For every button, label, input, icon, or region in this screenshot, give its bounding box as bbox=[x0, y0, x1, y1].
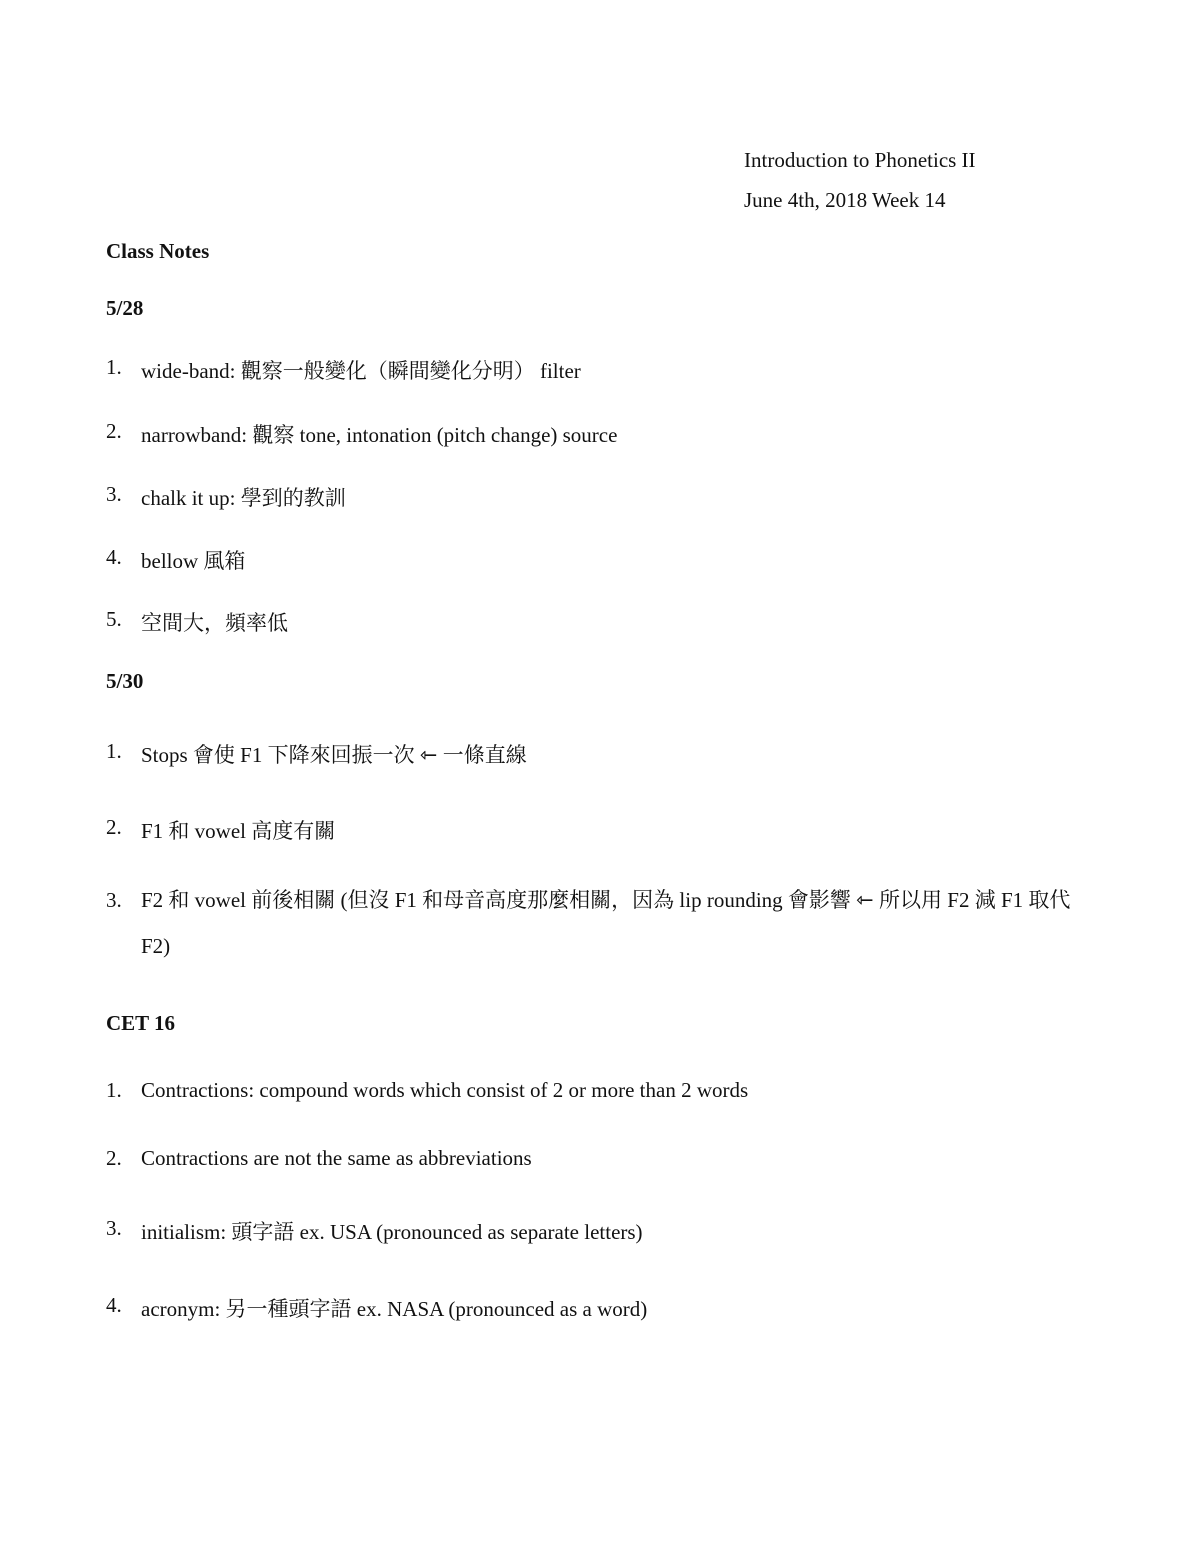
item-text: narrowband: 觀察 tone, intonation (pitch change) source bbox=[141, 423, 618, 447]
list-item bbox=[106, 739, 1096, 769]
item-text: Contractions are not the same as abbreviations bbox=[141, 1146, 532, 1170]
item-number: 4. bbox=[106, 1293, 122, 1317]
section-heading-cet-16: CET 16 bbox=[106, 1011, 176, 1035]
item-text: wide-band: 觀察一般變化（瞬間變化分明） filter bbox=[141, 359, 581, 383]
item-number: 1. bbox=[106, 739, 122, 763]
item-text: acronym: 另一種頭字語 ex. NASA (pronounced as a word) bbox=[141, 1297, 648, 1321]
item-number: 3. bbox=[106, 482, 122, 506]
section-heading-5-30: 5/30 bbox=[106, 669, 144, 693]
item-text: F1 和 vowel 高度有關 bbox=[141, 819, 336, 843]
item-number: 3. bbox=[106, 1216, 122, 1240]
page-title: Class Notes bbox=[106, 239, 210, 263]
list-item bbox=[106, 1293, 1096, 1323]
item-text: 空間大，頻率低 bbox=[141, 611, 288, 635]
item-text: initialism: 頭字語 ex. USA (pronounced as separate letters) bbox=[141, 1220, 643, 1244]
list-item bbox=[106, 419, 1096, 449]
list-item bbox=[106, 355, 1096, 385]
list-item bbox=[106, 877, 1096, 969]
item-number: 2. bbox=[106, 419, 122, 443]
item-text: Stops 會使 F1 下降來回振一次 ⇽ 一條直線 bbox=[141, 743, 527, 767]
item-text: bellow 風箱 bbox=[141, 549, 246, 573]
item-text: F2 和 vowel 前後相關 (但沒 F1 和母音高度那麼相關，因為 lip rounding 會影響 ⇽ 所以用 F2 減 F1 取代 F2) bbox=[141, 888, 1071, 958]
date-week: June 4th, 2018 Week 14 bbox=[744, 188, 946, 212]
item-number: 1. bbox=[106, 1078, 122, 1102]
list-item bbox=[106, 545, 1096, 575]
list-item bbox=[106, 1146, 1096, 1171]
section-heading-5-28: 5/28 bbox=[106, 296, 144, 320]
document-header bbox=[744, 140, 976, 220]
item-number: 3. bbox=[106, 888, 122, 912]
list-item bbox=[106, 1078, 1096, 1103]
item-number: 5. bbox=[106, 607, 122, 631]
item-number: 4. bbox=[106, 545, 122, 569]
item-text: Contractions: compound words which consist of 2 or more than 2 words bbox=[141, 1078, 749, 1102]
item-number: 1. bbox=[106, 355, 122, 379]
item-text: chalk it up: 學到的教訓 bbox=[141, 486, 346, 510]
list-item bbox=[106, 607, 1096, 637]
list-item bbox=[106, 1216, 1096, 1246]
item-number: 2. bbox=[106, 1146, 122, 1170]
list-item bbox=[106, 482, 1096, 512]
list-item bbox=[106, 815, 1096, 845]
item-number: 2. bbox=[106, 815, 122, 839]
course-title: Introduction to Phonetics II bbox=[744, 148, 976, 172]
